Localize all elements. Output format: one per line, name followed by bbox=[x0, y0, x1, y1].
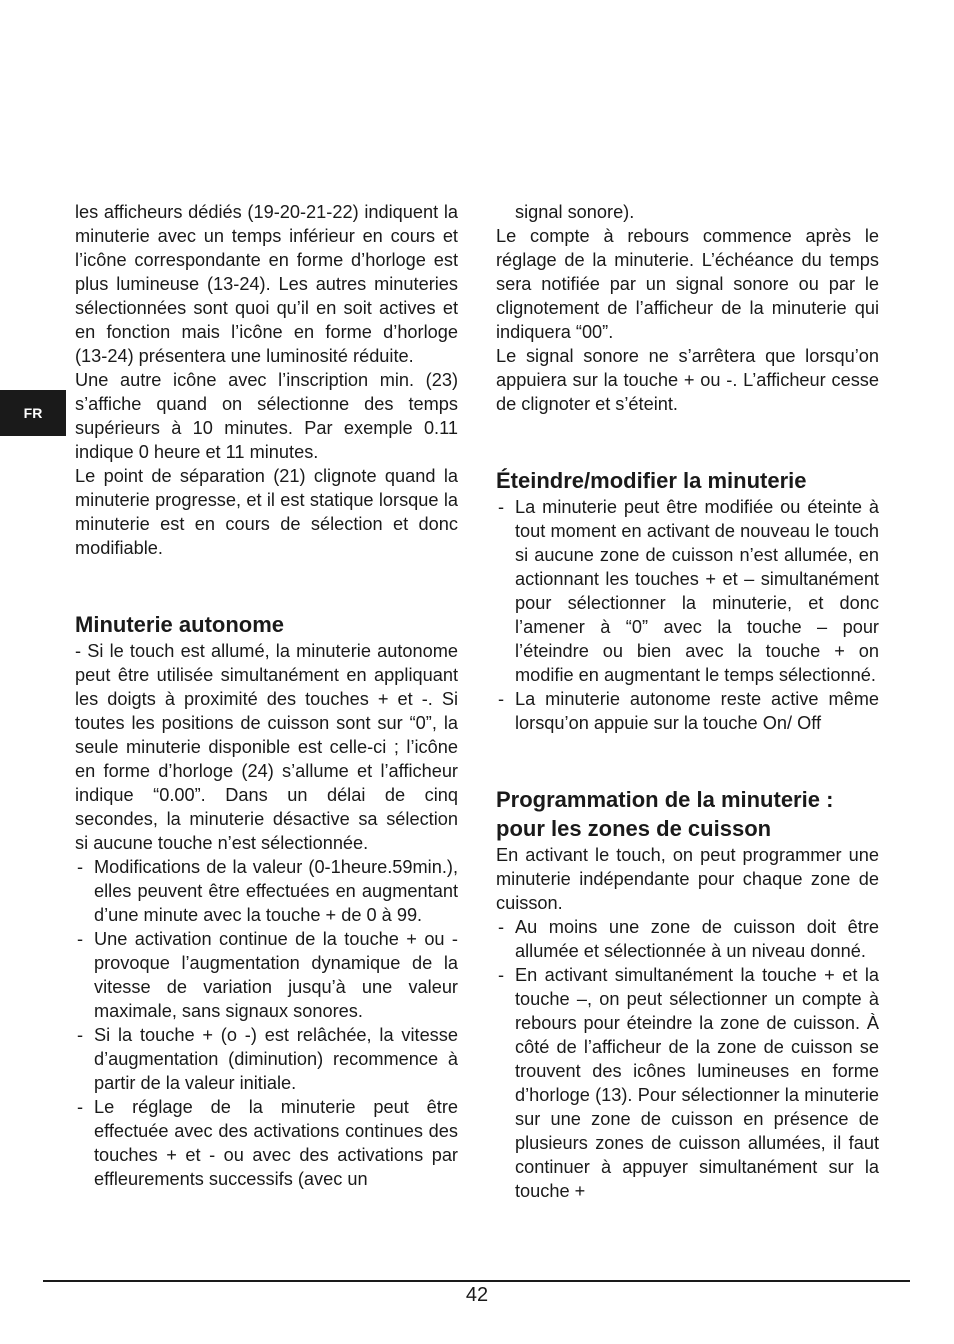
list-eteindre bbox=[496, 495, 879, 735]
paragraph-autonome-intro: - Si le touch est allumé, la minuterie autonome peut être utilisée simultanément en appliquant les doigts à proximité des touches + et -. Si toutes les positions de cuisson sont sur “0”, la seule minuterie disponible est celle-ci ; l’icône en forme d’horloge (24) s’allume et l’afficheur indique “0.00”. Dans un délai de cinq secondes, la minuterie désactive sa sélection si aucune touche n’est sélectionnée. bbox=[75, 641, 458, 853]
language-tab-label: FR bbox=[23, 405, 43, 421]
language-tab bbox=[0, 390, 66, 436]
paragraph-compte-rebours: Le compte à rebours commence après le réglage de la minuterie. L’échéance du temps sera notifiée par un signal sonore ou par le clignotement de l’afficheur de la minuterie qui indiquera “00”. bbox=[496, 226, 879, 342]
list-item: - Le réglage de la minuterie peut être effectuée avec des activations continues des touches + et - ou avec des activations par effleurements successifs (avec un bbox=[75, 1095, 458, 1191]
heading-minuterie-autonome: Minuterie autonome bbox=[75, 612, 285, 637]
list-item: - En activant simultanément la touche + et la touche –, on peut sélectionner un compte à rebours pour éteindre la zone de cuisson. À côté de l’afficheur de la zone de cuisson se trouvent des icônes lumineuses en forme d’horloge (13). Pour sélectionner la minuterie sur une zone de cuisson en présence de plusieurs zones de cuisson allumées, il faut continuer à appuyer simultanément sur la touche + bbox=[496, 963, 879, 1203]
heading-eteindre-modifier: Éteindre/modifier la minuterie bbox=[496, 468, 807, 493]
footer-divider bbox=[43, 1280, 910, 1282]
heading-programmation-line2: pour les zones de cuisson bbox=[496, 816, 772, 841]
heading-programmation bbox=[496, 785, 879, 843]
left-column bbox=[75, 200, 458, 1191]
list-item: - Si la touche + (o -) est relâchée, la vitesse d’augmentation (diminution) recommence à partir de la valeur initiale. bbox=[75, 1023, 458, 1095]
heading-programmation-line1: Programmation de la minuterie : bbox=[496, 787, 834, 812]
list-programmation bbox=[496, 915, 879, 1203]
list-item: - Modifications de la valeur (0-1heure.59min.), elles peuvent être effectuées en augmentant d’une minute avec la touche + de 0 à 99. bbox=[75, 855, 458, 927]
list-item: - Au moins une zone de cuisson doit être allumée et sélectionnée à un niveau donné. bbox=[496, 915, 879, 963]
list-autonome bbox=[75, 855, 458, 1191]
paragraph-point-separation: Le point de séparation (21) clignote quand la minuterie progresse, et il est statique lorsque la minuterie est en cours de sélection et donc modifiable. bbox=[75, 466, 458, 558]
paragraph-signal-arret: Le signal sonore ne s’arrêtera que lorsqu’on appuiera sur la touche + ou -. L’afficheur cesse de clignoter et s’éteint. bbox=[496, 346, 879, 414]
paragraph-icone-min: Une autre icône avec l’inscription min. (23) s’affiche quand on sélectionne des temps supérieurs à 10 minutes. Par exemple 0.11 indique 0 heure et 11 minutes. bbox=[75, 370, 458, 462]
list-item: - La minuterie peut être modifiée ou éteinte à tout moment en activant de nouveau le touch si aucune zone de cuisson n’est allumée, en actionnant les touches + et – simultanément pour sélectionner la minuterie, et donc l’amener à “0” avec la touche – pour l’éteindre ou bien avec la touche + on modifie en augmentant le temps sélectionné. bbox=[496, 495, 879, 687]
paragraph-programmation-intro: En activant le touch, on peut programmer une minuterie indépendante pour chaque zone de cuisson. bbox=[496, 845, 879, 913]
paragraph-signal-sonore: signal sonore). bbox=[515, 202, 635, 222]
list-item: - Une activation continue de la touche + ou - provoque l’augmentation dynamique de la vitesse de variation jusqu’à une valeur maximale, sans signaux sonores. bbox=[75, 927, 458, 1023]
page-number: 42 bbox=[465, 1284, 489, 1306]
list-item: - La minuterie autonome reste active même lorsqu’on appuie sur la touche On/ Off bbox=[496, 687, 879, 735]
paragraph-afficheurs: les afficheurs dédiés (19-20-21-22) indiquent la minuterie avec un temps inférieur en cours et l’icône correspondante en forme d’horloge est plus lumineuse (13-24). Les autres minuteries sélectionnées sont quoi qu’il en soit actives et en fonction mais l’icône en forme d’horloge (13-24) présentera une luminosité réduite. bbox=[75, 202, 458, 366]
right-column bbox=[496, 200, 879, 1203]
